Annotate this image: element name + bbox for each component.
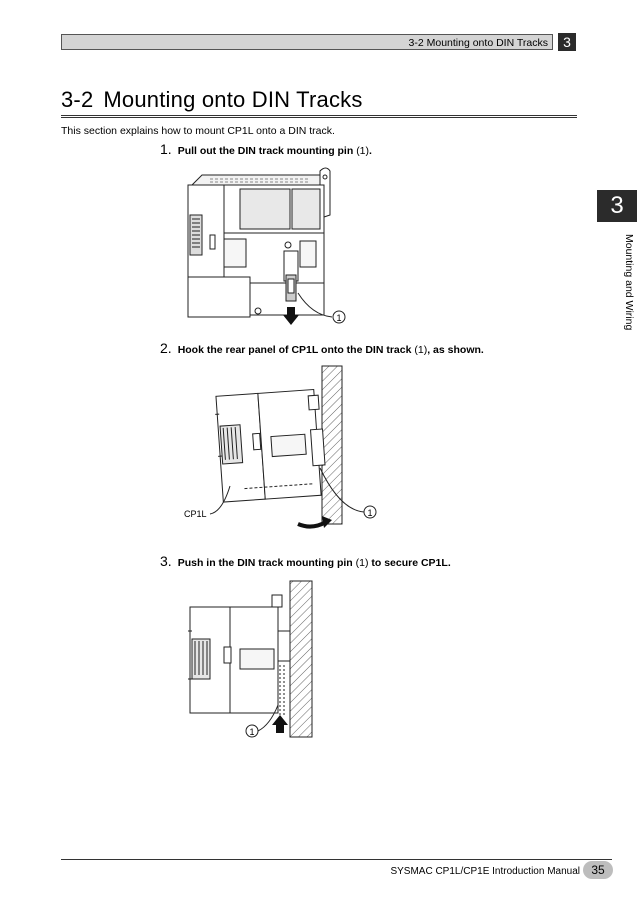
figure-pull-out-pin	[180, 165, 360, 330]
footer-rule	[61, 859, 612, 860]
device-label: CP1L	[184, 509, 207, 519]
step-1-ref: (1)	[356, 145, 370, 157]
callout-2: 1	[367, 508, 373, 518]
step-2-number: 2.	[160, 340, 172, 356]
step-3-number: 3.	[160, 553, 172, 569]
step-2	[160, 340, 484, 358]
step-1-text-end: .	[369, 145, 372, 157]
step-1-number: 1.	[160, 141, 172, 157]
chapter-side-label: Mounting and Wiring	[623, 234, 635, 331]
step-2-text: Hook the rear panel of CP1L onto the DIN track	[177, 344, 415, 356]
step-2-ref: (1)	[414, 344, 428, 356]
intro-text: This section explains how to mount CP1L onto a DIN track.	[61, 125, 335, 137]
page-title	[61, 86, 363, 114]
step-1-text: Pull out the DIN track mounting pin	[177, 145, 357, 157]
figure-push-in-pin	[180, 575, 330, 745]
step-3	[160, 553, 451, 571]
chapter-number-badge: 3	[558, 33, 576, 51]
section-number: 3-2	[61, 87, 94, 112]
step-3-text-end: to secure CP1L.	[368, 557, 451, 569]
running-header-label: 3-2 Mounting onto DIN Tracks	[408, 37, 548, 49]
step-1	[160, 141, 372, 159]
page-number: 35	[583, 861, 613, 879]
step-3-ref: (1)	[355, 557, 369, 569]
section-title: Mounting onto DIN Tracks	[103, 87, 363, 112]
footer-manual-title: SYSMAC CP1L/CP1E Introduction Manual	[390, 866, 580, 877]
chapter-side-tab: 3	[597, 190, 637, 222]
step-3-text: Push in the DIN track mounting pin	[177, 557, 356, 569]
step-2-text-end: , as shown.	[427, 344, 484, 356]
title-rule	[61, 115, 577, 118]
figure-hook-rear-panel	[180, 362, 380, 537]
callout-1: 1	[336, 313, 342, 323]
running-header	[61, 34, 553, 50]
callout-3: 1	[249, 727, 255, 737]
